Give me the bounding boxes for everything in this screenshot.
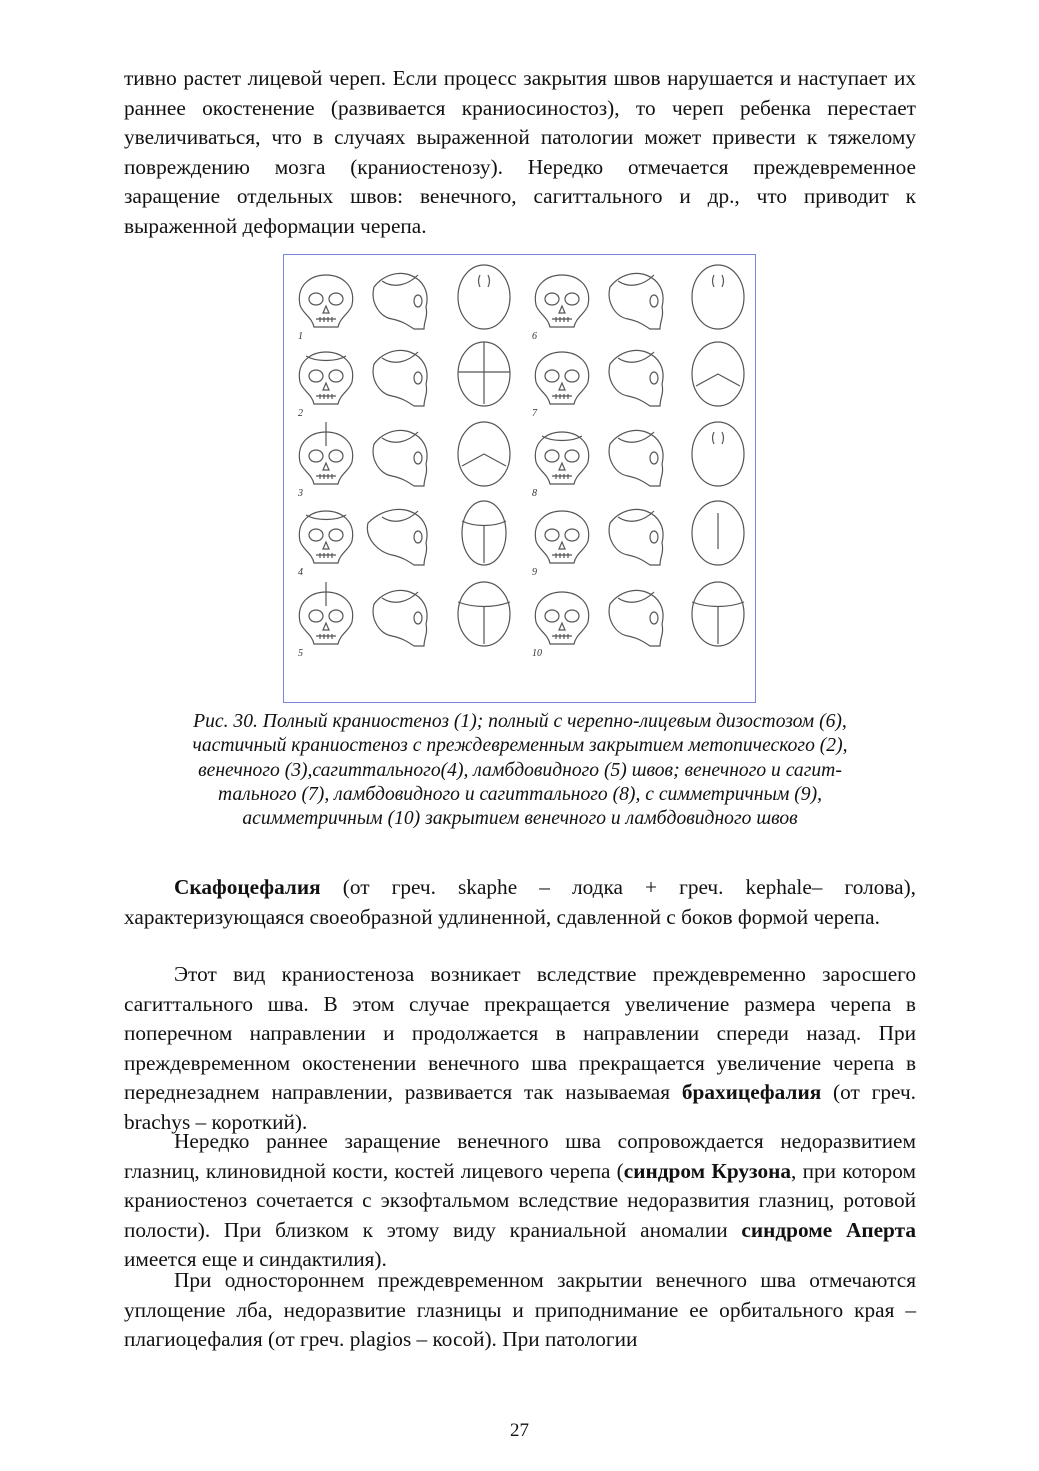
eye-socket [650, 612, 658, 624]
skull-top-view [458, 582, 510, 646]
nasal-cavity [323, 383, 329, 390]
skull-side-view [609, 590, 663, 646]
paragraph-text: Этот вид краниостеноза возникает вследствие преждевременно заросшего сагиттального шва. В этом случае прекращается увеличение размера черепа в поперечном направлении и продолжается в направлении спереди назад. При преждевременном окостенении венечного шва прекращается увеличение черепа в переднезаднем направлении, развивается так называемая [124, 962, 916, 1104]
nasal-cavity [559, 383, 565, 390]
eye-socket [545, 529, 559, 541]
skull-outline [373, 273, 427, 329]
figure-row-number: 10 [532, 648, 542, 659]
skull-front-view [535, 511, 588, 563]
skull-outline [373, 430, 427, 486]
skull-outline [609, 509, 663, 565]
eye-socket [329, 370, 343, 382]
eye-socket [414, 372, 422, 384]
skull-side-view [373, 590, 427, 646]
eye-socket [565, 370, 579, 382]
teeth [552, 317, 572, 322]
paragraph-text: Нередко раннее заращение венечного шва сопровождается недоразвитием глазниц, клиновидной кости, костей лицевого черепа ( [124, 1129, 916, 1183]
skull-front-view [299, 422, 352, 484]
fontanelle-mark [713, 275, 724, 287]
top-paragraph: тивно растет лицевой череп. Если процесс закрытия швов нарушается и наступает их раннее окостенение (развивается краниосиностоз), то череп ребенка перестает увеличиваться, что в случаях выраженной патологии может привести к тяжелому повреждению мозга (краниостенозу). Нередко отмечается преждевременное заращение отдельных швов: венечного, сагиттального и др., что приводит к выраженной деформации черепа. [124, 66, 916, 238]
eye-socket [414, 295, 422, 307]
eye-socket [329, 610, 343, 622]
skull-front-view [535, 275, 588, 327]
page-number: 27 [510, 1420, 529, 1441]
nasal-cavity [559, 463, 565, 470]
eye-socket [414, 531, 422, 543]
skull-side-view [373, 430, 427, 486]
skull-outline [367, 509, 427, 565]
paragraph-text: , при котором краниостеноз сочетается с экзофтальмом вследствие недоразвития глазниц, ротовой полости). При близком к этому виду краниальной аномалии [124, 1158, 916, 1242]
teeth [552, 394, 572, 399]
eye-socket [650, 372, 658, 384]
paragraph-brachycephaly [124, 960, 916, 1137]
eye-socket [565, 293, 579, 305]
skull-side-view [609, 350, 663, 406]
skull-top-view [458, 265, 510, 329]
skull-side-view [609, 430, 663, 486]
skull-side-view [609, 509, 663, 565]
skull-top-view [462, 501, 506, 565]
eye-socket [309, 529, 323, 541]
term-crouzon: синдром Крузона [623, 1158, 792, 1183]
eye-socket [309, 450, 323, 462]
eye-socket [309, 293, 323, 305]
paragraph-text: (от греч. brachys – короткий). [124, 1080, 916, 1134]
eye-socket [545, 370, 559, 382]
figure-row-number: 7 [532, 408, 537, 419]
paragraph-text: имеется еще и синдактилия). [124, 1247, 387, 1271]
caption-line: частичный краниостеноз с преждевременным закрытием метопического (2), [192, 735, 848, 757]
eye-socket [565, 450, 579, 462]
eye-socket [329, 529, 343, 541]
eye-socket [545, 450, 559, 462]
eye-socket [565, 610, 579, 622]
caption-line: венечного (3),сагиттального(4), ламбдовидного (5) швов; венечного и сагит- [198, 759, 842, 781]
nasal-cavity [559, 306, 565, 313]
figure-row-number: 3 [298, 488, 303, 499]
term-scaphocephaly: Скафоцефалия [174, 875, 321, 899]
nasal-cavity [559, 542, 565, 549]
eye-socket [650, 531, 658, 543]
eye-socket [545, 610, 559, 622]
skull-side-view [367, 509, 427, 565]
eye-socket [650, 295, 658, 307]
skull-top-view [458, 422, 510, 486]
nasal-cavity [559, 623, 565, 630]
skull-outline [692, 265, 744, 329]
skull-front-view [299, 511, 352, 563]
eye-socket [329, 450, 343, 462]
skull-front-view [535, 432, 588, 484]
figure-row-number: 2 [298, 408, 303, 419]
paragraph-plagiocephaly: При одностороннем преждевременном закрытии венечного шва отмечаются уплощение лба, недоразвитие глазницы и приподнимание ее орбитального края – плагиоцефалия (от греч. plagios – косой). При патологии [124, 1268, 916, 1351]
teeth [552, 634, 572, 639]
figure-row-number: 9 [532, 567, 537, 578]
teeth [316, 474, 336, 479]
skull-drawings [284, 255, 755, 702]
nasal-cavity [323, 306, 329, 313]
caption-line: Рис. 30. Полный краниостеноз (1); полный с черепно-лицевым дизостозом (6), [193, 711, 847, 732]
teeth [316, 634, 336, 639]
teeth [316, 394, 336, 399]
teeth [316, 553, 336, 558]
skull-top-view [692, 582, 744, 646]
paragraph-scaphocephaly [124, 873, 916, 932]
figure-row-number: 4 [298, 567, 303, 578]
skull-outline [692, 422, 744, 486]
skull-top-view [692, 342, 744, 406]
fontanelle-mark [713, 432, 724, 444]
skull-top-view [692, 422, 744, 486]
term-brachycephaly: брахицефалия [681, 1080, 822, 1104]
suture-line [462, 454, 506, 466]
skull-outline [373, 590, 427, 646]
skull-top-view [692, 265, 744, 329]
eye-socket [545, 293, 559, 305]
skull-outline [458, 265, 510, 329]
skull-outline [609, 590, 663, 646]
eye-socket [309, 370, 323, 382]
eye-socket [309, 610, 323, 622]
skull-side-view [609, 273, 663, 329]
caption-line: тального (7), ламбдовидного и сагиттального (8), с симметричным (9), [217, 783, 823, 805]
figure-row-number: 5 [298, 648, 303, 659]
eye-socket [414, 452, 422, 464]
figure-row-number: 8 [532, 488, 537, 499]
teeth [552, 474, 572, 479]
figure-row-number: 6 [532, 331, 537, 342]
suture-line [306, 356, 346, 361]
figure-row-number: 1 [298, 331, 303, 342]
skull-figure [283, 254, 756, 703]
term-apert: синдроме Аперта [741, 1217, 916, 1242]
eye-socket [565, 529, 579, 541]
skull-front-view [535, 352, 588, 404]
suture-line [306, 515, 346, 520]
suture-line [696, 374, 740, 386]
skull-side-view [373, 273, 427, 329]
skull-outline [373, 350, 427, 406]
skull-outline [609, 430, 663, 486]
eye-socket [329, 293, 343, 305]
paragraph-text: (от греч. skaphe – лодка + греч. kephale– голова), характеризующаяся своеобразной удлиненной, сдавленной с боков формой черепа. [124, 875, 916, 929]
skull-front-view [299, 582, 352, 644]
eye-socket [650, 452, 658, 464]
suture-line [542, 436, 582, 441]
skull-front-view [299, 352, 352, 404]
eye-socket [414, 612, 422, 624]
skull-side-view [373, 350, 427, 406]
skull-front-view [535, 592, 588, 644]
teeth [552, 553, 572, 558]
skull-outline [609, 273, 663, 329]
nasal-cavity [323, 542, 329, 549]
skull-front-view [299, 275, 352, 327]
nasal-cavity [323, 463, 329, 470]
caption-line: асимметричным (10) закрытием венечного и ламбдовидного швов [242, 808, 798, 830]
skull-outline [609, 350, 663, 406]
paragraph-crouzon [124, 1127, 916, 1275]
figure-caption [124, 710, 916, 831]
skull-top-view [692, 501, 744, 565]
skull-top-view [458, 342, 510, 406]
teeth [316, 317, 336, 322]
fontanelle-mark [479, 275, 490, 287]
nasal-cavity [323, 623, 329, 630]
